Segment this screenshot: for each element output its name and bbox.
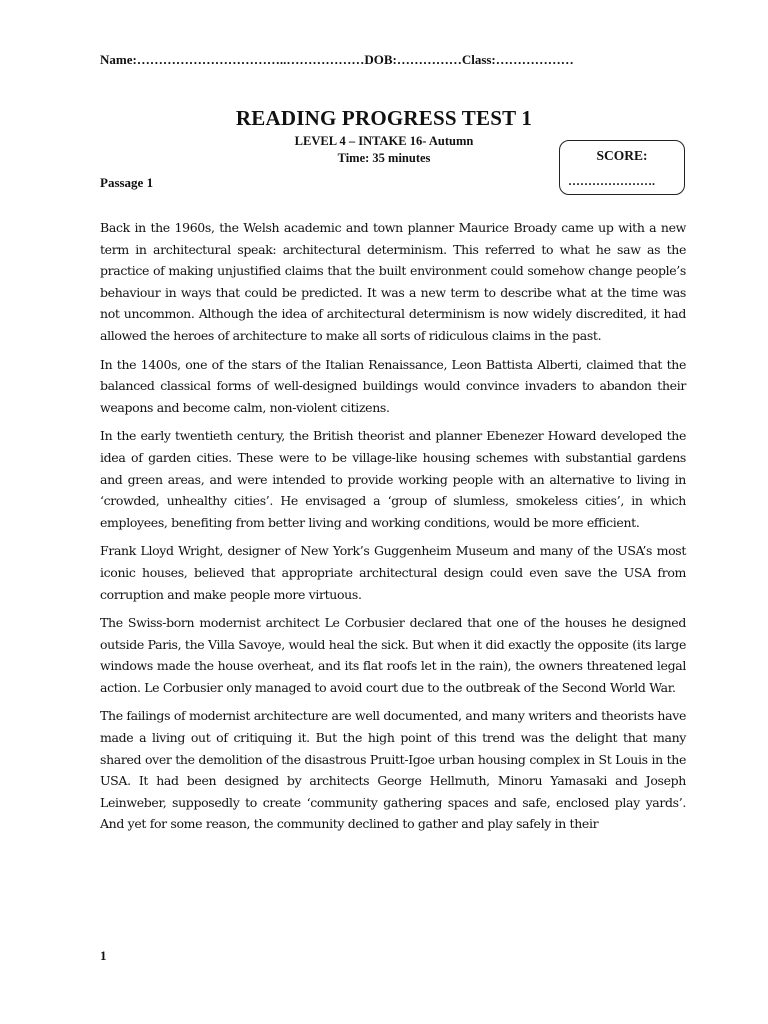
time-subtitle: Time: 35 minutes [337,151,431,165]
score-blank: …………………. [568,174,655,188]
score-label: SCORE: [596,148,648,163]
paragraph: The failings of modernist architecture are well documented, and many writers and theorists have made a living out of critiquing it. But the high point of this trend was the delight that many shared over the demolition of the disastrous Pruitt-Igoe urban housing complex in St Louis in the USA. It had been designed by architects George Hellmuth, Minoru Yamasaki and Joseph Leinweber, supposedly to create ‘community gathering spaces and safe, enclosed play yards’. And yet for some reason, the community declined to gather and play safely in their [100,708,686,832]
paragraph: Back in the 1960s, the Welsh academic and town planner Maurice Broady came up with a new term in architectural speak: architectural determinism. This referred to what he saw as the practice of making unjustified claims that the built environment could somehow change people’s behaviour in ways that could be predicted. It was a new term to describe what at the time was not uncommon. Although the idea of architectural determinism is now widely discredited, it had allowed the heroes of architecture to make all sorts of ridiculous claims in the past. [100,220,686,343]
paragraph: In the early twentieth century, the British theorist and planner Ebenezer Howard developed the idea of garden cities. These were to be village-like housing schemes with substantial gardens and green areas, and were intended to provide working people with an alternative to living in ‘crowded, unhealthy cities’. He envisaged a ‘group of slumless, smokeless cities’, in which employees, benefiting from better living and working conditions, would be more efficient. [100,428,686,530]
level-intake-subtitle: LEVEL 4 – INTAKE 16- Autumn [294,134,474,148]
passage-label: Passage 1 [100,175,154,190]
student-info-line: Name:……………………………..………………DOB:……………Class:……………… [100,52,574,67]
paragraph: Frank Lloyd Wright, designer of New York’s Guggenheim Museum and many of the USA’s most iconic houses, believed that appropriate architectural design could even save the USA from corruption and make people more virtuous. [100,543,686,602]
paragraph: The Swiss-born modernist architect Le Corbusier declared that one of the houses he designed outside Paris, the Villa Savoye, would heal the sick. But when it did exactly the opposite (its large windows made the house overheat, and its flat roofs let in the rain), the owners threatened legal action. Le Corbusier only managed to avoid court due to the outbreak of the Second World War. [100,615,686,695]
paragraph: In the 1400s, one of the stars of the Italian Renaissance, Leon Battista Alberti, claimed that the balanced classical forms of well-designed buildings would convince invaders to abandon their weapons and become calm, non-violent citizens. [100,356,686,415]
score-box [559,140,685,195]
passage-body [100,217,686,842]
test-title: READING PROGRESS TEST 1 [235,106,533,130]
page-number: 1 [100,948,107,963]
